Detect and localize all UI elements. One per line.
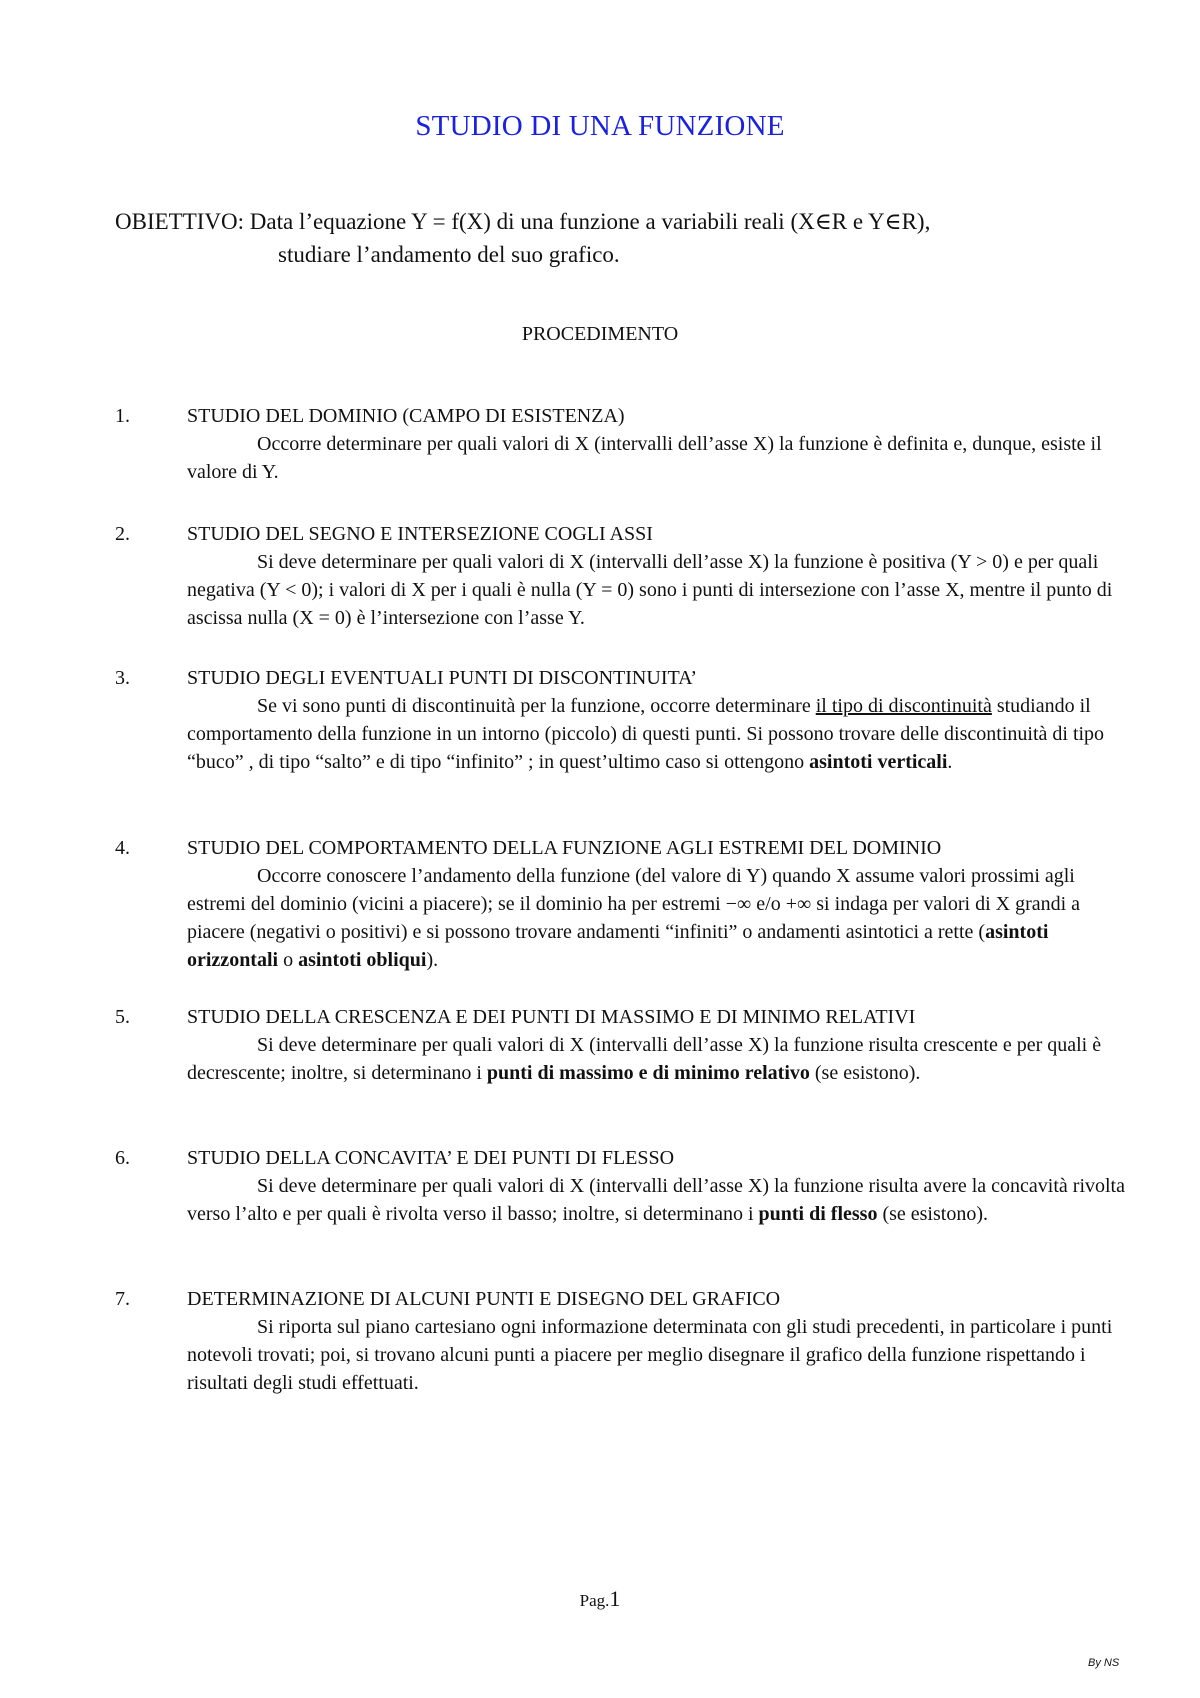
step-number: 2. (115, 523, 130, 545)
bold-term: asintoti orizzontali (187, 921, 1049, 971)
step-text: Si deve determinare per quali valori di X (intervalli dell’asse X) la funzione risulta avere la concavità rivolta verso l’alto e per quali è rivolta verso il basso; inoltre, si determinano i punti di flesso (se esistono). (187, 1175, 1125, 1225)
step-text: Occorre conoscere l’andamento della funzione (del valore di Y) quando X assume valori prossimi agli estremi del dominio (vicini a piacere); se il dominio ha per estremi −∞ e/o +∞ si indaga per valori di X grandi a piacere (negativi o positivi) e si possono trovare andamenti “infiniti” o andamenti asintotici a rette (asintoti orizzontali o asintoti obliqui). (187, 865, 1081, 971)
underlined-term: il tipo di discontinuità (815, 695, 992, 717)
step-6 (115, 1144, 1125, 1228)
step-heading: STUDIO DELLA CONCAVITA’ E DEI PUNTI DI FLESSO (187, 1147, 675, 1169)
step-1 (115, 402, 1125, 486)
step-heading: STUDIO DELLA CRESCENZA E DEI PUNTI DI MASSIMO E DI MINIMO RELATIVI (187, 1006, 916, 1028)
bold-term: punti di massimo e di minimo relativo (486, 1062, 810, 1084)
step-number: 4. (115, 837, 130, 859)
step-number: 1. (115, 405, 130, 427)
step-2 (115, 520, 1125, 632)
document-title: STUDIO DI UNA FUNZIONE (415, 110, 785, 142)
step-text: Se vi sono punti di discontinuità per la funzione, occorre determinare il tipo di discontinuità studiando il comportamento della funzione in un intorno (piccolo) di questi punti. Si possono trovare delle discontinuità di tipo “buco” , di tipo “salto” e di tipo “infinito” ; in quest’ultimo caso si ottengono asintoti verticali. (187, 695, 1105, 773)
step-heading: STUDIO DEGLI EVENTUALI PUNTI DI DISCONTINUITA’ (187, 667, 697, 689)
step-number: 5. (115, 1006, 130, 1028)
objective-label: OBIETTIVO: (115, 209, 245, 234)
procedure-heading: PROCEDIMENTO (521, 323, 679, 345)
step-4 (115, 834, 1125, 974)
step-text: Si deve determinare per quali valori di X (intervalli dell’asse X) la funzione risulta crescente e per quali è decrescente; inoltre, si determinano i punti di massimo e di minimo relativo (se esistono). (187, 1034, 1102, 1084)
step-7 (115, 1285, 1125, 1397)
page-number: 1 (609, 1586, 621, 1611)
step-number: 6. (115, 1147, 130, 1169)
step-text: Si deve determinare per quali valori di X (intervalli dell’asse X) la funzione è positiva (Y > 0) e per quali negativa (Y < 0); i valori di X per i quali è nulla (Y = 0) sono i punti di intersezione con l’asse X, mentre il punto di ascissa nulla (X = 0) è l’intersezione con l’asse Y. (187, 551, 1113, 629)
step-heading: STUDIO DEL DOMINIO (CAMPO DI ESISTENZA) (187, 405, 625, 427)
page-label: Pag. (579, 1591, 610, 1610)
objective-block (115, 205, 1115, 271)
step-heading: DETERMINAZIONE DI ALCUNI PUNTI E DISEGNO DEL GRAFICO (187, 1288, 781, 1310)
step-3 (115, 664, 1125, 776)
step-5 (115, 1003, 1125, 1087)
step-number: 7. (115, 1288, 130, 1310)
step-number: 3. (115, 667, 130, 689)
step-text: Si riporta sul piano cartesiano ogni informazione determinata con gli studi precedenti, in particolare i punti notevoli trovati; poi, si trovano alcuni punti a piacere per meglio disegnare il grafico della funzione rispettando i risultati degli studi effettuati. (187, 1316, 1113, 1394)
objective-text-1: Data l’equazione Y = f(X) di una funzione a variabili reali (X∈R e Y∈R), (249, 209, 931, 234)
bold-term: asintoti verticali (809, 751, 948, 773)
page-footer (0, 1586, 1200, 1612)
step-text: Occorre determinare per quali valori di X (intervalli dell’asse X) la funzione è definita e, dunque, esiste il valore di Y. (187, 433, 1102, 483)
bold-term: asintoti obliqui (298, 949, 427, 971)
objective-text-2: studiare l’andamento del suo grafico. (278, 242, 620, 267)
objective-line-1 (115, 205, 1115, 238)
author-note: By NS (1088, 1657, 1120, 1669)
bold-term: punti di flesso (758, 1203, 878, 1225)
step-heading: STUDIO DEL SEGNO E INTERSEZIONE COGLI ASSI (187, 523, 653, 545)
step-heading: STUDIO DEL COMPORTAMENTO DELLA FUNZIONE AGLI ESTREMI DEL DOMINIO (187, 837, 942, 859)
